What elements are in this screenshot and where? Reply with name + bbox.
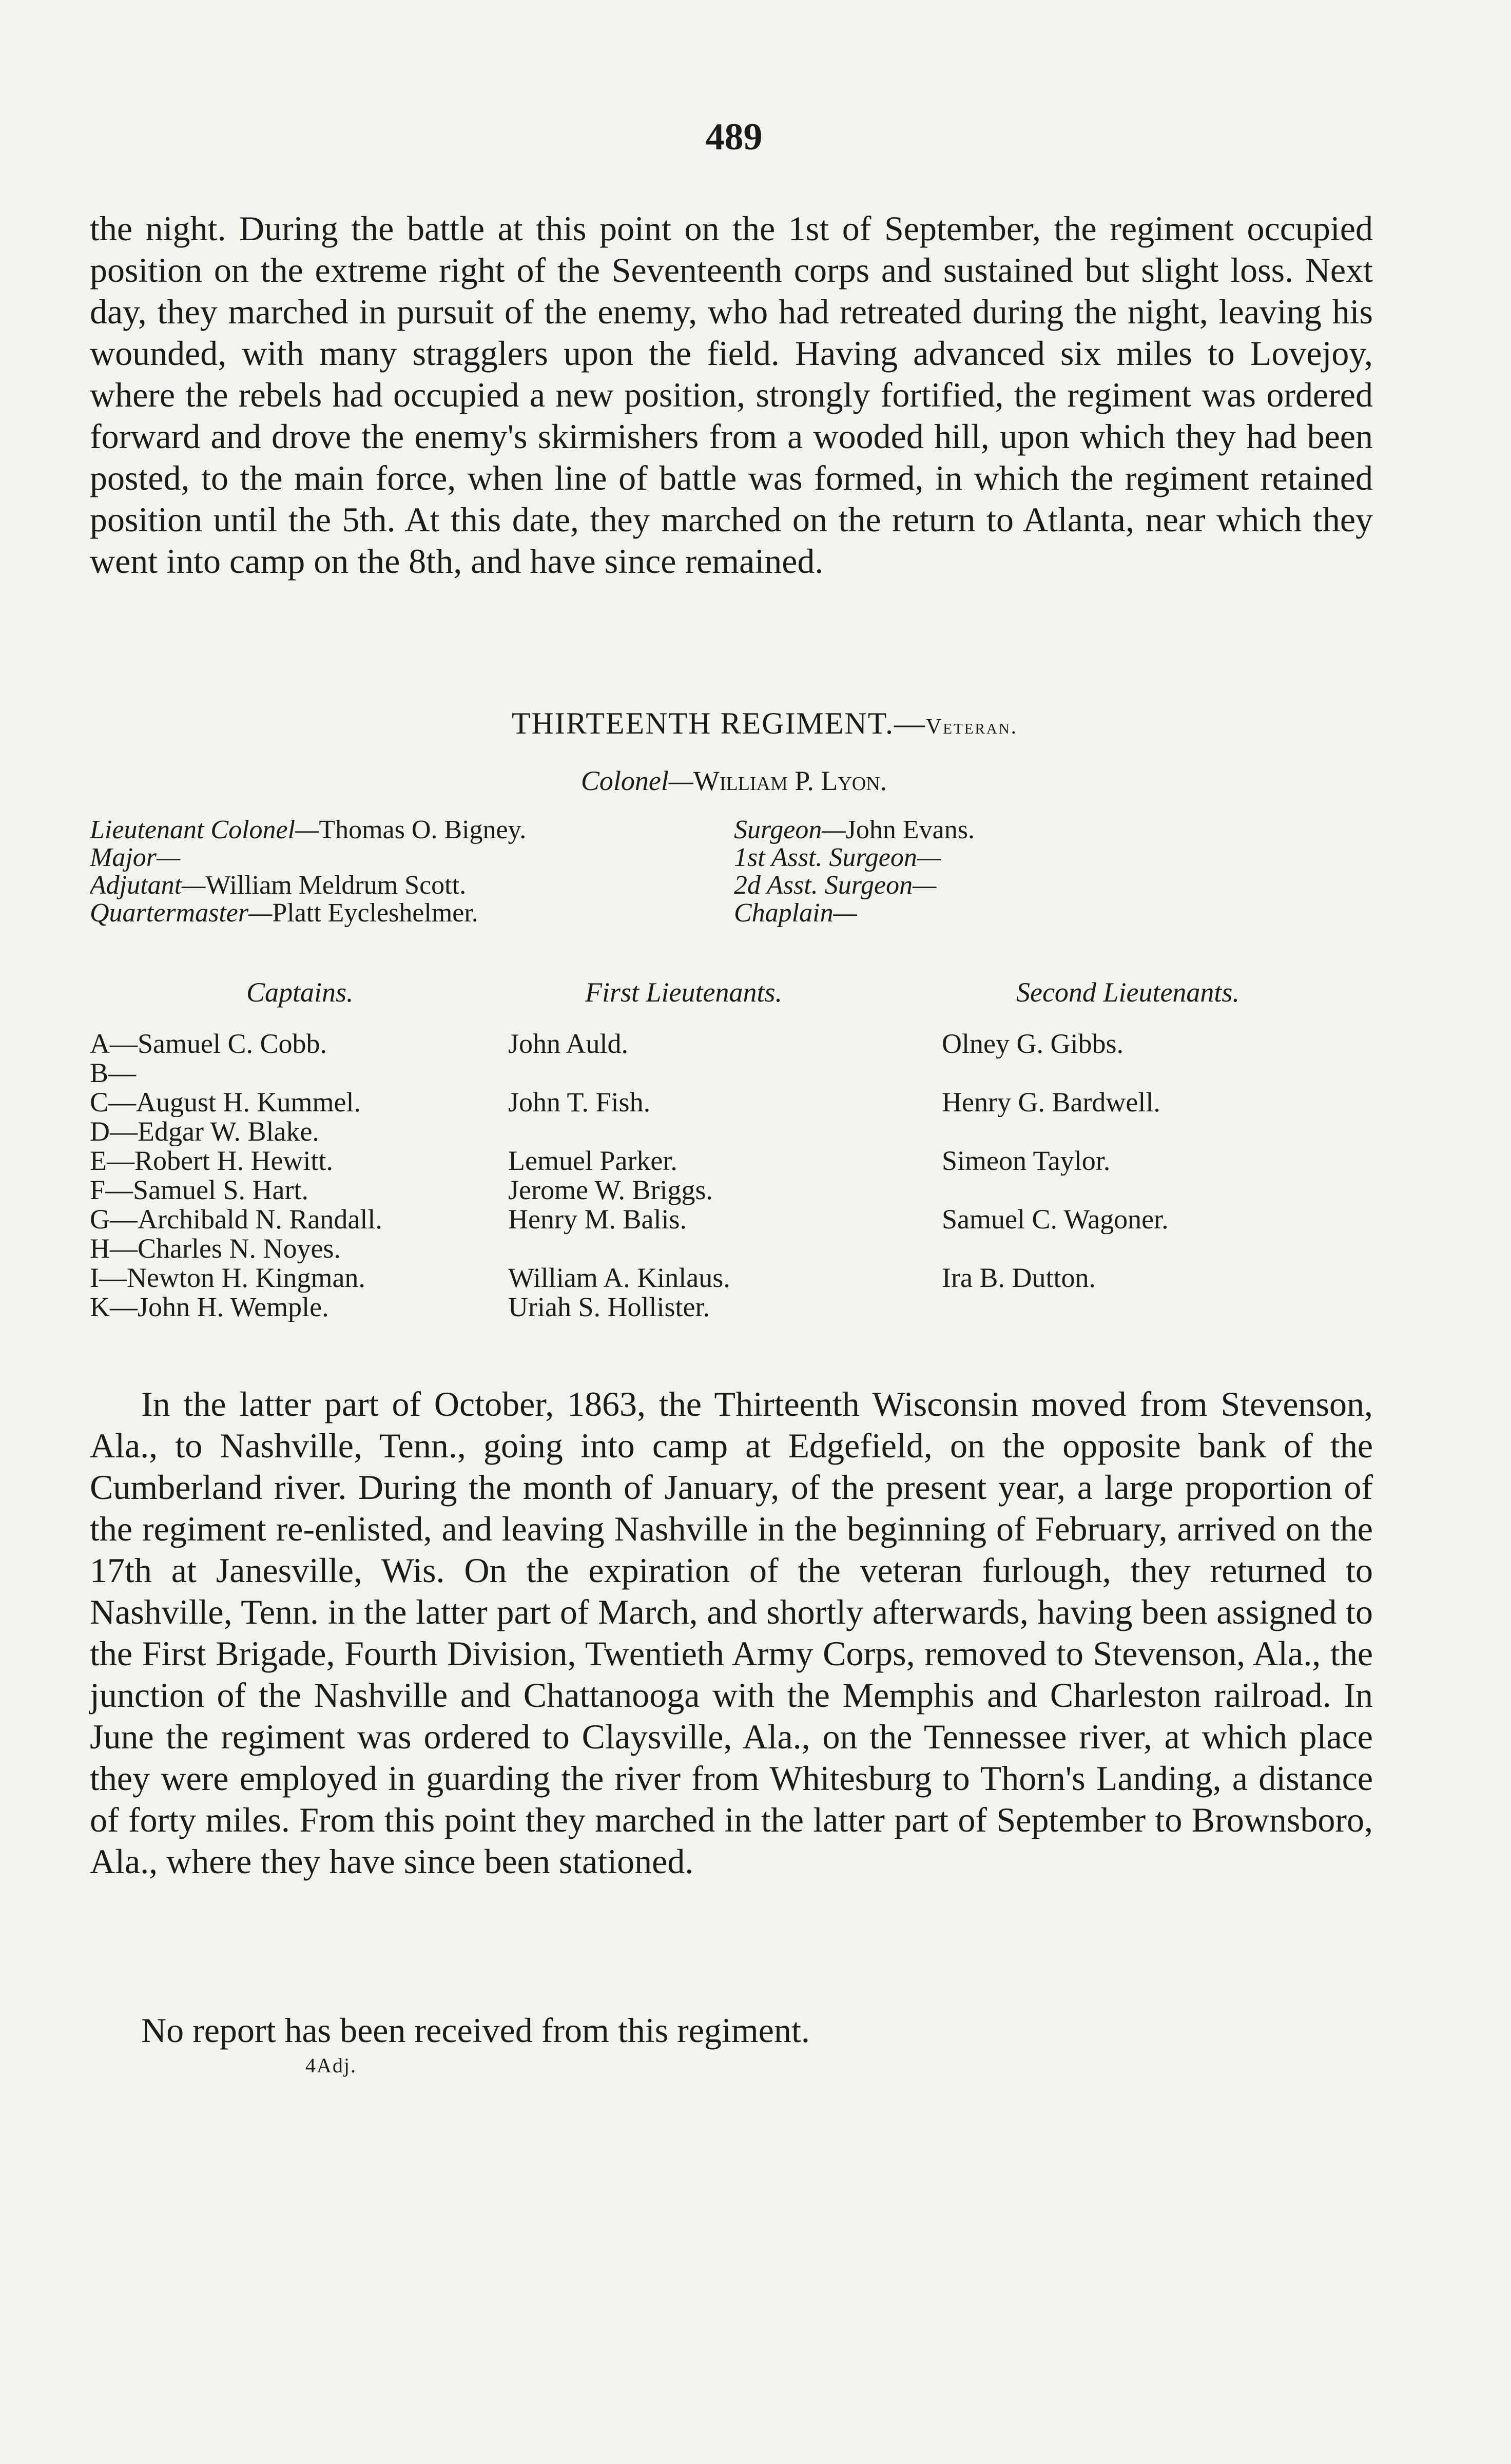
second-lieutenant-cell [926,1117,1337,1146]
first-lieutenant-cell: Jerome W. Briggs. [508,1176,713,1205]
first-lieutenant-cell: Uriah S. Hollister. [508,1293,710,1322]
colonel-title: Colonel— [580,765,693,796]
page-number: 489 [705,116,763,158]
roster-row [90,1293,1399,1322]
officer-row [90,844,1373,872]
header-second-lieutenants: Second Lieutenants. [1016,977,1239,1008]
paragraph-campaign-continuation: the night. During the battle at this point on the 1st of September, the regiment occupied position on the extreme right of the Seventeenth corps and sustained but slight loss. Next day, they marched in pursuit of the enemy, who had retreated during the night, leaving his wounded, with many stragglers upon the field. Having advanced six miles to Lovejoy, where the rebels had occupied a new position, strongly fortified, the regiment was ordered forward and drove the enemy's skirmishers from a wooded hill, upon which they had been posted, to the main force, when line of battle was formed, in which the regiment retained position until the 5th. At this date, they marched on the return to Atlanta, near which they went into camp on the 8th, and have since remained. [90,209,1373,581]
second-lieutenant-cell: Simeon Taylor. [942,1146,1111,1176]
roster-row [90,1234,1399,1263]
second-lieutenant-cell: Samuel C. Wagoner. [942,1205,1169,1234]
roster-row [90,1176,1399,1205]
first-lieutenant-cell: John Auld. [508,1029,629,1058]
captain-cell: A—Samuel C. Cobb. [90,1029,327,1058]
second-lieutenant-cell [926,1293,1337,1322]
second-lieutenant-cell [926,1058,1337,1088]
captain-cell: H—Charles N. Noyes. [90,1234,341,1263]
first-lieutenant-cell: Lemuel Parker. [508,1146,677,1176]
first-lieutenant-cell [508,1234,926,1263]
captain-cell: B— [90,1058,137,1088]
officer-row [90,899,1373,927]
officer-title: Quartermaster— [90,899,273,927]
officer-title: Major— [90,844,181,872]
first-lieutenant-cell [508,1058,926,1088]
roster-row [90,1088,1399,1117]
regiment-heading [395,706,1134,741]
field-staff-officers [90,816,1373,927]
paragraph-no-report: No report has been received from this regiment. [141,2011,810,2050]
second-lieutenant-cell: Olney G. Gibbs. [942,1029,1123,1058]
officer-title: Surgeon— [734,816,846,844]
officer-title: Chaplain— [734,899,857,927]
first-lieutenant-cell [508,1117,926,1146]
regiment-title: THIRTEENTH REGIMENT.— [511,706,926,740]
colonel-line [390,765,1078,797]
roster-header [90,978,1399,1029]
roster-row [90,1029,1399,1058]
second-lieutenant-cell [926,1176,1337,1205]
officer-title: Lieutenant Colonel— [90,816,319,844]
company-officer-roster [90,978,1399,1322]
roster-row [90,1117,1399,1146]
officer-title: 2d Asst. Surgeon— [734,872,937,899]
officer-name: William Meldrum Scott. [205,872,467,899]
captain-cell: F—Samuel S. Hart. [90,1176,308,1205]
paragraph-thirteenth-wisconsin-history: In the latter part of October, 1863, the Thirteenth Wisconsin moved from Stevenson, Ala., to Nashville, Tenn., going into camp at Edgefield, on the opposite bank of the Cumberland river. During the month of January, of the present year, a large proportion of the regiment re-enlisted, and leaving Nashville in the beginning of February, arrived on the 17th at Janesville, Wis. On the expiration of the veteran furlough, they returned to Nashville, Tenn. in the latter part of March, and shortly afterwards, having been assigned to the First Brigade, Fourth Division, Twentieth Army Corps, removed to Stevenson, Ala., the junction of the Nashville and Chattanooga with the Memphis and Charleston railroad. In June the regiment was ordered to Claysville, Ala., on the Tennessee river, at which place they were employed in guarding the river from Whitesburg to Thorn's Landing, a distance of forty miles. From this point they marched in the latter part of September to Brownsboro, Ala., where they have since been stationed. [90,1384,1373,1881]
header-first-lieutenants: First Lieutenants. [585,977,783,1008]
officer-row [90,816,1373,844]
regiment-veteran-label: Veteran. [925,715,1018,739]
roster-row [90,1205,1399,1234]
officer-title: 1st Asst. Surgeon— [734,844,941,872]
second-lieutenant-cell: Henry G. Bardwell. [942,1088,1160,1117]
header-captains: Captains. [246,977,354,1008]
captain-cell: D—Edgar W. Blake. [90,1117,319,1146]
first-lieutenant-cell: William A. Kinlaus. [508,1263,730,1293]
captain-cell: I—Newton H. Kingman. [90,1263,365,1293]
officer-name: Thomas O. Bigney. [319,816,527,844]
captain-cell: K—John H. Wemple. [90,1293,329,1322]
officer-name: Platt Eycleshelmer. [272,899,478,927]
roster-row [90,1146,1399,1176]
officer-row [90,872,1373,899]
roster-row [90,1058,1399,1088]
captain-cell: G—Archibald N. Randall. [90,1205,382,1234]
first-lieutenant-cell: John T. Fish. [508,1088,651,1117]
colonel-name: William P. Lyon. [693,765,887,796]
captain-cell: C—August H. Kummel. [90,1088,361,1117]
first-lieutenant-cell: Henry M. Balis. [508,1205,687,1234]
second-lieutenant-cell [926,1234,1337,1263]
officer-name: John Evans. [845,816,975,844]
second-lieutenant-cell: Ira B. Dutton. [942,1263,1096,1293]
captain-cell: E—Robert H. Hewitt. [90,1146,333,1176]
roster-row [90,1263,1399,1293]
officer-title: Adjutant— [90,872,206,899]
signature-mark: 4Adj. [305,2054,357,2077]
